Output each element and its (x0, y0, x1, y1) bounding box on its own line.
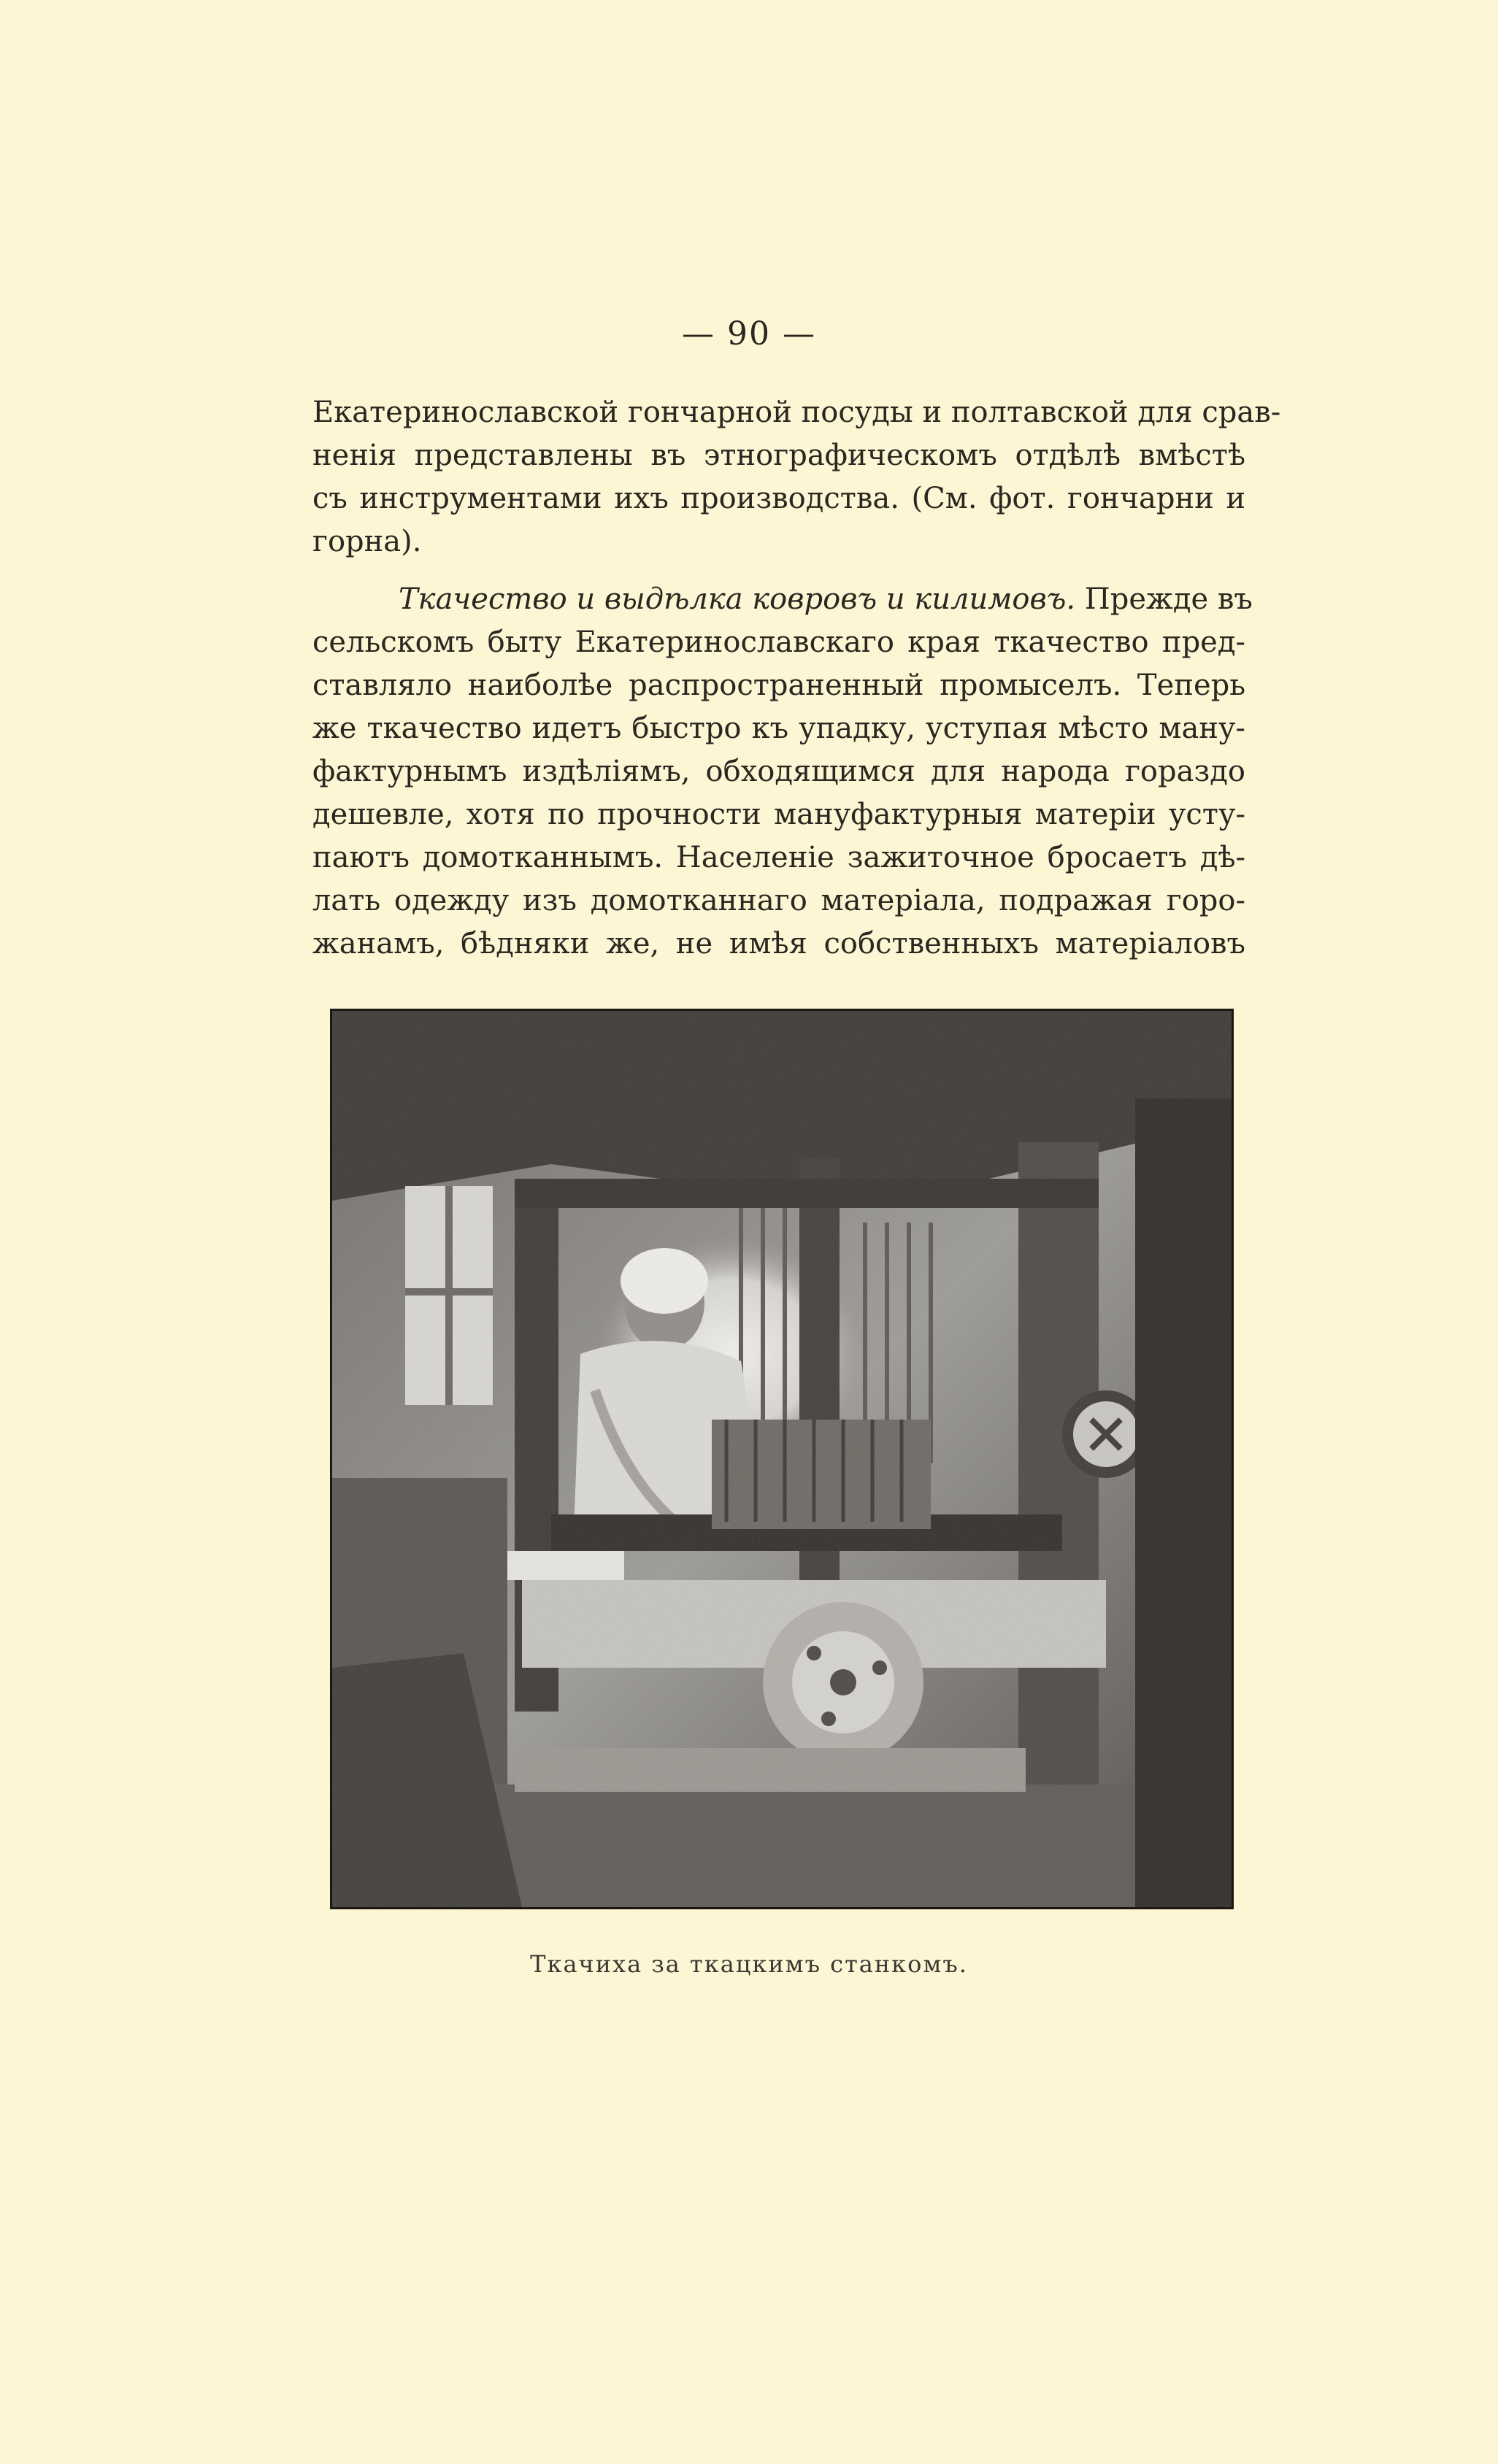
page-number: — 90 — (682, 315, 816, 353)
text-line: же ткачество идетъ быстро къ упадку, уступая мѣсто ману- (312, 712, 1245, 745)
body-text (312, 391, 1281, 966)
loom-photograph (332, 1011, 1232, 1907)
section-heading-line (312, 578, 1253, 621)
text-line: лать одежду изъ домотканнаго матеріала, подражая горо- (312, 884, 1245, 917)
text-line: съ инструментами ихъ производства. (См. фот. гончарни и (312, 482, 1245, 515)
text-line: дешевле, хотя по прочности мануфактурныя матеріи усту- (312, 798, 1245, 831)
text-line: фактурнымъ издѣліямъ, обходящимся для народа гораздо (312, 755, 1245, 788)
photo-caption: Ткачиха за ткацкимъ станкомъ. (530, 1950, 968, 1978)
text-line: паютъ домотканнымъ. Населеніе зажиточное бросаетъ дѣ- (312, 841, 1245, 874)
section-heading: Ткачество и выдѣлка ковровъ и килимовъ. (399, 582, 1076, 616)
text-line: сельскомъ быту Екатеринославскаго края ткачество пред- (312, 625, 1245, 659)
weaver-photo (330, 1009, 1234, 1909)
text-line: ставляло наиболѣе распространенный промыселъ. Теперь (312, 669, 1245, 702)
text-line: Екатеринославской гончарной посуды и полтавской для срав- (312, 396, 1281, 429)
text-line: горна). (312, 525, 422, 558)
text-line: ненія представлены въ этнографическомъ отдѣлѣ вмѣстѣ (312, 439, 1245, 472)
text-line: жанамъ, бѣдняки же, не имѣя собственныхъ матеріаловъ (312, 927, 1245, 960)
text-fragment: Прежде въ (1084, 582, 1253, 616)
